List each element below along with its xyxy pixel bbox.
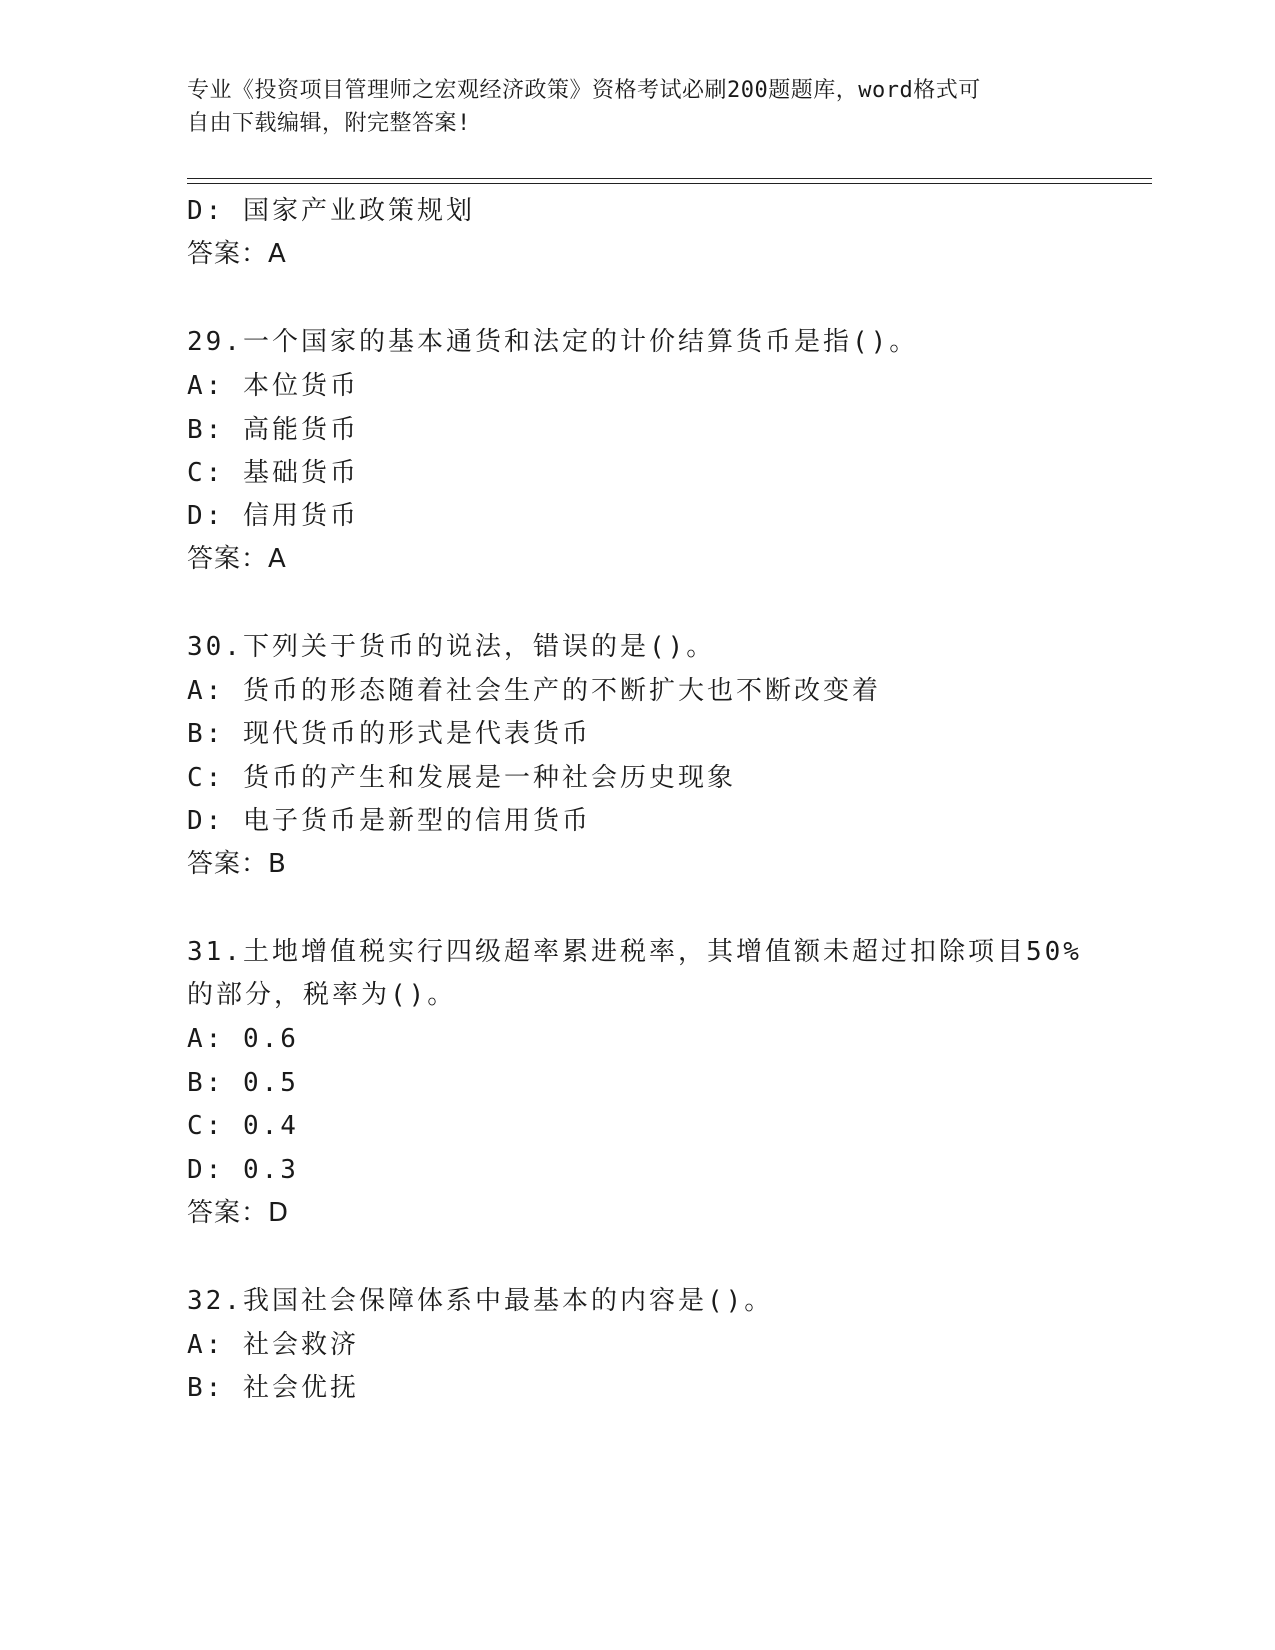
- q30-question: 30.下列关于货币的说法，错误的是()。: [187, 632, 716, 662]
- q30-option-c: C: 货币的产生和发展是一种社会历史现象: [187, 763, 736, 793]
- q31-option-b: B: 0.5: [187, 1068, 299, 1098]
- q30-option-a: A: 货币的形态随着社会生产的不断扩大也不断改变着: [187, 676, 881, 706]
- q29-option-c: C: 基础货币: [187, 458, 359, 488]
- q28-option-d: D: 国家产业政策规划: [187, 196, 475, 226]
- q29-answer: 答案：A: [187, 544, 287, 574]
- q30-option-d: D: 电子货币是新型的信用货币: [187, 806, 591, 836]
- q29-option-a: A: 本位货币: [187, 371, 359, 401]
- q31-answer: 答案：D: [187, 1198, 290, 1228]
- q30-option-b: B: 现代货币的形式是代表货币: [187, 719, 591, 749]
- q32-option-b: B: 社会优抚: [187, 1373, 359, 1403]
- q32-option-a: A: 社会救济: [187, 1330, 359, 1360]
- q29-option-d: D: 信用货币: [187, 501, 359, 531]
- q31-question-line-2: 的部分，税率为()。: [187, 980, 457, 1010]
- q31-option-a: A: 0.6: [187, 1024, 299, 1054]
- q29-question: 29.一个国家的基本通货和法定的计价结算货币是指()。: [187, 327, 919, 357]
- q30-answer: 答案：B: [187, 849, 287, 879]
- q32-question: 32.我国社会保障体系中最基本的内容是()。: [187, 1286, 774, 1316]
- document-header: [187, 74, 1067, 140]
- q31-option-c: C: 0.4: [187, 1111, 299, 1141]
- header-line-1: 专业《投资项目管理师之宏观经济政策》资格考试必刷200题题库，word格式可: [187, 78, 981, 103]
- header-divider-top: [187, 178, 1152, 179]
- header-line-2: 自由下载编辑，附完整答案!: [187, 111, 471, 136]
- q31-question-line-1: 31.土地增值税实行四级超率累进税率，其增值额未超过扣除项目50%: [187, 937, 1082, 967]
- header-divider-bottom: [187, 183, 1152, 184]
- q31-option-d: D: 0.3: [187, 1155, 299, 1185]
- q28-answer: 答案：A: [187, 239, 287, 269]
- q29-option-b: B: 高能货币: [187, 415, 359, 445]
